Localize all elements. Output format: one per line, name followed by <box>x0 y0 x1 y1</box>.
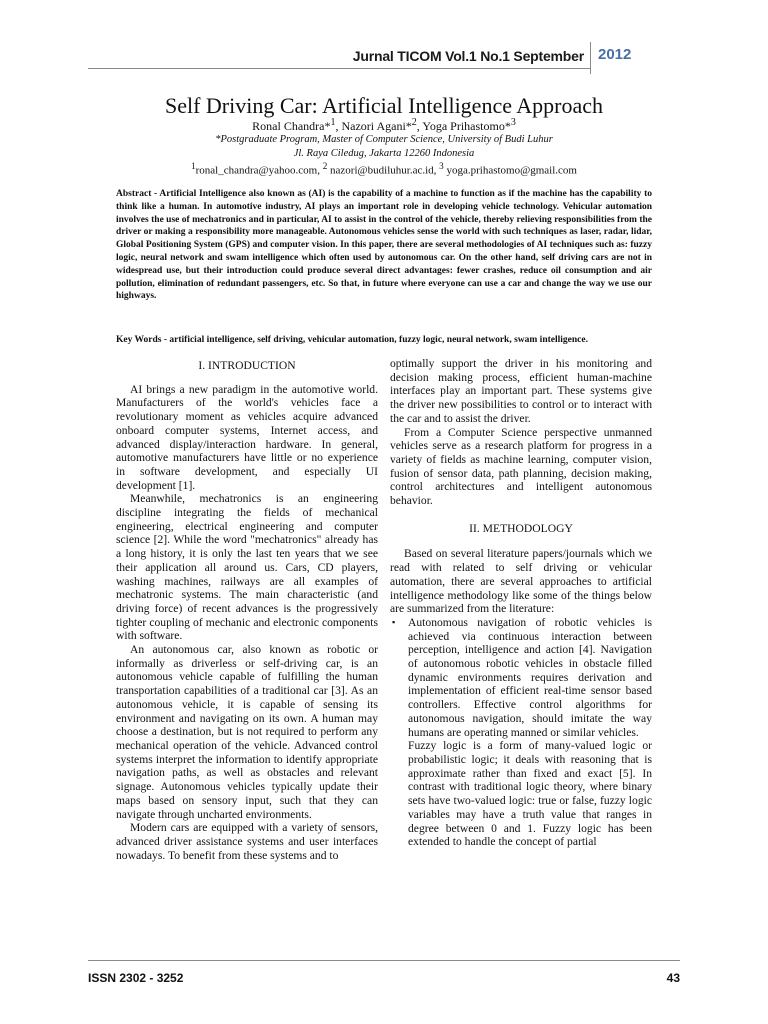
page-header <box>0 40 768 76</box>
paragraph: Meanwhile, mechatronics is an engineering discipline integrating the fields of mechanical engineering, electrical engineering and computer science [2]. While the word "mechatronics" already has a long history, it is only the last ten years that we see their application all around us. Cars, CD players, washing machines, railways are all examples of mechatronic systems. The main characteristic (and driving force) of recent advances is the progressively tighter coupling of mechanic and electronic components with software. <box>116 492 378 643</box>
author-1-sup: 1 <box>330 117 336 128</box>
author-1: Ronal Chandra* <box>252 119 331 133</box>
email-1: ronal_chandra@yahoo.com, <box>195 164 323 177</box>
author-2: Nazori Agani* <box>341 119 412 133</box>
keywords: Key Words - artificial intelligence, self driving, vehicular automation, fuzzy logic, neural network, swam intelligence. <box>116 335 588 345</box>
footer-rule <box>88 960 680 961</box>
email-3-sup: 3 <box>439 161 444 171</box>
paragraph-continuation: optimally support the driver in his monitoring and decision making process, efficient human-machine interfaces play an important part. These systems give the driver new possibilities to control or to interact with the car and to assist the driver. <box>390 357 652 425</box>
page-number: 43 <box>666 971 680 985</box>
email-1-sup: 1 <box>191 161 196 171</box>
paper-title: Self Driving Car: Artificial Intelligence Approach <box>164 93 604 118</box>
fuzzy-logic-paragraph: Fuzzy logic is a form of many-valued logic or probabilistic logic; it deals with reasoning that is approximate rather than fixed and exact [5]. In contrast with traditional logic theory, where binary sets have two-valued logic: true or false, fuzzy logic variables may have a truth value that ranges in degree between 0 and 1. Fuzzy logic has been extended to handle the concept of partial <box>408 739 652 849</box>
journal-name: Jurnal TICOM Vol.1 No.1 September <box>352 48 584 64</box>
bullet-item <box>390 616 652 739</box>
square-bullet-icon: ▪ <box>392 616 396 627</box>
email-3: yoga.prihastomo@gmail.com <box>443 164 577 177</box>
paragraph: AI brings a new paradigm in the automotive world. Manufacturers of the world's vehicles face a revolutionary moment as vehicles acquire advanced onboard computer systems, Internet access, and advanced display/interaction hardware. In general, automotive manufacturers have little or no experience in software development, and especially UI development [1]. <box>116 382 378 492</box>
author-3: Yoga Prihastomo* <box>422 119 511 133</box>
author-sep: , <box>335 119 342 133</box>
section-heading-methodology: II. METHODOLOGY <box>469 521 573 535</box>
author-line <box>0 117 768 134</box>
paragraph: From a Computer Science perspective unmanned vehicles serve as a research platform for progress in a variety of fields as machine learning, computer vision, fusion of sensor data, path planning, decision making, control architectures and intelligent autonomous behavior. <box>390 425 652 508</box>
paragraph: Based on several literature papers/journals which we read with related to self driving or vehicular automation, there are several approaches to artificial intelligence methodology like some of the things below are summarized from the literature: <box>390 547 652 616</box>
author-sep: , <box>416 119 423 133</box>
page-footer <box>88 960 680 1000</box>
address: Jl. Raya Ciledug, Jakarta 12260 Indonesia <box>293 148 475 159</box>
author-2-sup: 2 <box>411 117 417 128</box>
left-column <box>116 357 378 862</box>
paragraph: An autonomous car, also known as robotic or informally as driverless or self-driving car, is an autonomous vehicle capable of fulfilling the human transportation capabilities of a traditional car [3]. As an autonomous vehicle, it is capable of sensing its environment and navigating on its own. A human may choose a destination, but is not required to perform any mechanical operation of the vehicle. Advanced control systems interpret the information to identify appropriate navigation paths, as well as obstacles and relevant signage. Autonomous vehicles typically update their maps based on sensory input, such that they can navigate through uncharted environments. <box>116 643 378 821</box>
paragraph: Modern cars are equipped with a variety of sensors, advanced driver assistance systems and user interfaces nowadays. To benefit from these systems and to <box>116 821 378 862</box>
abstract: Abstract - Artificial Intelligence also known as (AI) is the capability of a machine to function as if the machine has the capability to think like a human. In automotive industry, AI plays an important role in developing vehicle technology. Vehicular automation involves the use of mechatronics and in particular, AI to assist in the control of the vehicle, thereby relieving responsibilities from the driver or making a responsibility more manageable. Autonomous vehicles sense the world with such techniques as laser, radar, lidar, Global Positioning System (GPS) and computer vision. In this paper, there are several methodologies of AI techniques such as: fuzzy logic, neural network and swam intelligence which often used by autonomous car. On the other hand, self driving cars are not in widespread use, but their introduction could produce several direct advantages: fewer crashes, reduce oil consumption and air pollution, elimination of redundant passengers, etc. So that, in future where everyone can use a car and change the way we use our highways. <box>116 189 652 302</box>
bullet-text: Autonomous navigation of robotic vehicles is achieved via continuous interaction between perception, intelligence and action [4]. Navigation of autonomous robotic vehicles in obstacle filled dynamic environments requires derivation and implementation of efficient real-time sensor based controllers. Effective control algorithms for autonomous navigation, should imitate the way humans are operating manned or similar vehicles. <box>408 615 652 739</box>
email-2: nazori@budiluhur.ac.id, <box>327 164 440 177</box>
issn: ISSN 2302 - 3252 <box>88 971 184 985</box>
journal-year: 2012 <box>598 46 632 63</box>
header-rule <box>88 68 590 69</box>
author-3-sup: 3 <box>510 117 516 128</box>
right-column <box>390 357 652 849</box>
section-heading-introduction: I. INTRODUCTION <box>198 359 296 372</box>
email-2-sup: 2 <box>322 161 328 171</box>
header-divider <box>590 42 591 74</box>
affiliation: *Postgraduate Program, Master of Computer Science, University of Budi Luhur <box>215 134 553 145</box>
author-emails <box>0 161 768 177</box>
